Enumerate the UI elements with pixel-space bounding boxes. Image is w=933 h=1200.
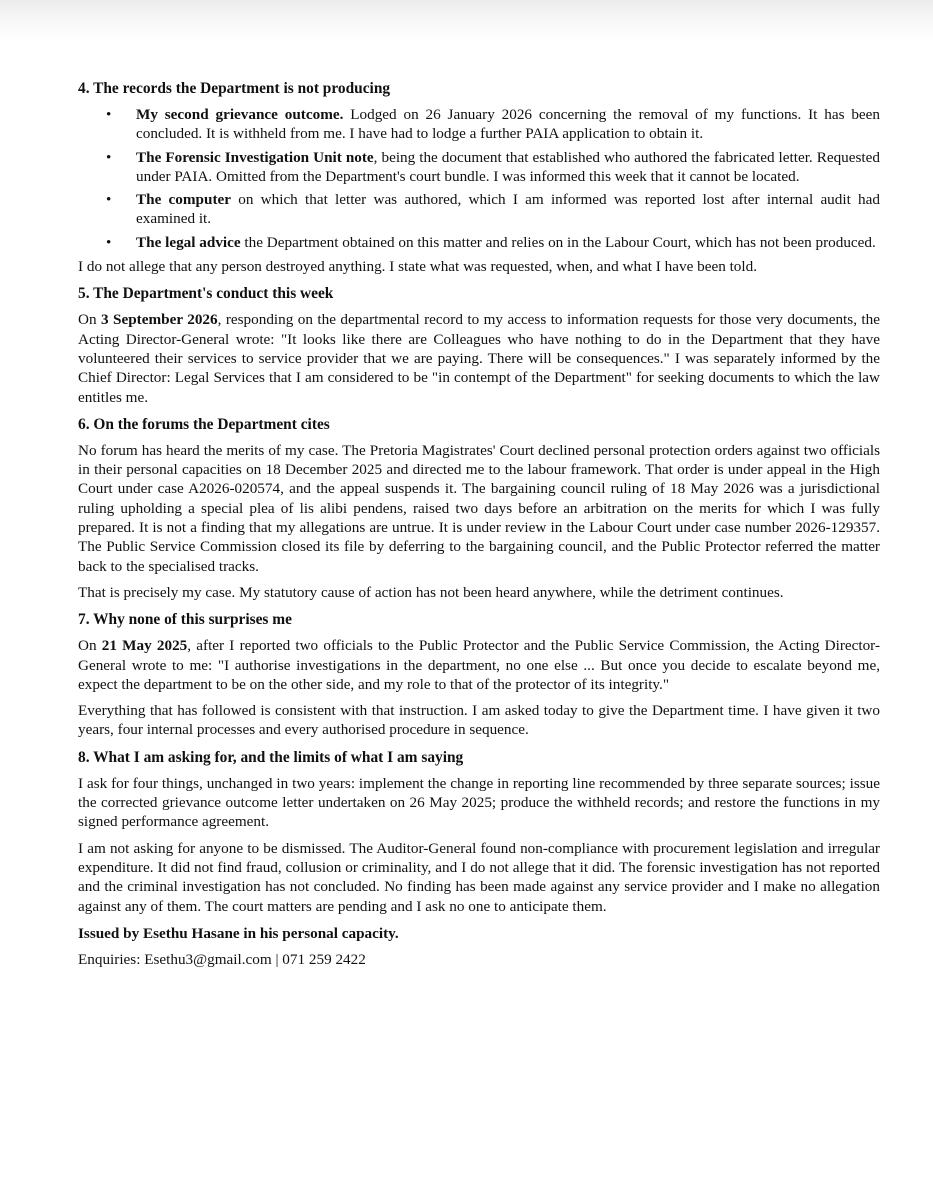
section-paragraph: I do not allege that any person destroyed anything. I state what was requested, when, and what I have been told. (78, 258, 758, 276)
list-item (78, 148, 880, 187)
section-paragraph: Everything that has followed is consistent with that instruction. I am asked today to give the Department time. I have given it two years, four internal processes and every authorised procedure in sequence. (78, 702, 880, 739)
section-paragraph: No forum has heard the merits of my case. The Pretoria Magistrates' Court declined personal protection orders against two officials in their personal capacities on 18 December 2025 and directed me to the labour framework. That order is under appeal in the High Court under case A2026-020574, and the appeal suspends it. The bargaining council ruling of 18 May 2026 was a jurisdictional ruling upholding a special plea of lis alibi pendens, raised two days before an arbitration on the merits for which I was fully prepared. It is not a finding that my allegations are untrue. It is under review in the Labour Court under case number 2026-129357. The Public Service Commission closed its file by deferring to the bargaining council, and the Public Protector referred the matter back to the specialised tracks. (78, 441, 880, 575)
paragraph-text: , responding on the departmental record to my access to information requests for those very documents, the Acting Director-General wrote: "It looks like there are Colleagues who have nothing to do in the Department that they have volunteered their services to service provider that we are paying. There will be consequences." I was separately informed by the Chief Director: Legal Services that I am considered to be "in contempt of the Department" for seeking documents to which the law entitles me. (78, 311, 880, 406)
enquiries-contact: Enquiries: Esethu3@gmail.com | 071 259 2422 (78, 951, 366, 969)
section-5 (78, 284, 880, 406)
section-heading: 8. What I am asking for, and the limits of what I am saying (78, 748, 464, 766)
section-heading: 7. Why none of this surprises me (78, 611, 292, 629)
item-lead: My second grievance outcome. (136, 106, 344, 123)
item-text: , being the document that established who authored the fabricated letter. Requested under PAIA. Omitted from the Department's court bundle. I was informed this week that it cannot be located. (136, 148, 880, 185)
item-text: the Department obtained on this matter and relies on in the Labour Court, which has not been produced. (240, 233, 876, 251)
section-heading: 5. The Department's conduct this week (78, 285, 334, 303)
section-6 (78, 415, 880, 602)
date-emphasis: 3 September 2026 (101, 311, 218, 329)
section-paragraph (78, 636, 880, 694)
item-text: Lodged on 26 January 2026 concerning the removal of my functions. It has been concluded. It is withheld from me. I have had to lodge a further PAIA application to obtain it. (136, 106, 880, 143)
item-lead: The legal advice (136, 233, 241, 251)
section-7 (78, 610, 880, 739)
section-paragraph: That is precisely my case. My statutory cause of action has not been heard anywhere, while the detriment continues. (78, 583, 784, 601)
document-body (78, 79, 880, 976)
section-paragraph (78, 310, 880, 406)
issued-by: Issued by Esethu Hasane in his personal capacity. (78, 924, 399, 942)
section-8 (78, 748, 880, 916)
section-paragraph: I am not asking for anyone to be dismissed. The Auditor-General found non-compliance with procurement legislation and irregular expenditure. It did not find fraud, collusion or criminality, and I do not allege that it did. The forensic investigation has not reported and the criminal investigation has not concluded. No finding has been made against any service provider and I make no allegation against any of them. The court matters are pending and I ask no one to anticipate them. (78, 839, 880, 915)
item-text: on which that letter was authored, which I am informed was reported lost after internal audit had examined it. (136, 191, 880, 228)
section-heading: 4. The records the Department is not producing (78, 80, 391, 97)
bullet-icon: • (106, 233, 112, 251)
bullet-icon: • (106, 106, 112, 123)
item-lead: The computer (136, 191, 231, 209)
records-list (78, 105, 880, 252)
bullet-icon: • (106, 191, 112, 209)
paragraph-text: , after I reported two officials to the Public Protector and the Public Service Commission, the Acting Director-General wrote to me: "I authorise investigations in the department, no one else ... But once you decide to escalate beyond me, expect the department to be on the other side, and my role to that of the protector of its integrity." (78, 637, 880, 693)
item-lead: The Forensic Investigation Unit note (136, 148, 374, 166)
paragraph-text: On (78, 311, 102, 329)
date-emphasis: 21 May 2025 (101, 637, 188, 655)
section-paragraph: I ask for four things, unchanged in two years: implement the change in reporting line recommended by three separate sources; issue the corrected grievance outcome letter undertaken on 26 May 2025; produce the withheld records; and restore the functions in my signed performance agreement. (78, 774, 880, 831)
list-item (78, 233, 880, 252)
list-item (78, 190, 880, 229)
paragraph-text: On (78, 637, 102, 655)
section-4 (78, 79, 880, 276)
section-heading: 6. On the forums the Department cites (78, 415, 330, 433)
bullet-icon: • (106, 148, 112, 166)
list-item (78, 105, 880, 144)
